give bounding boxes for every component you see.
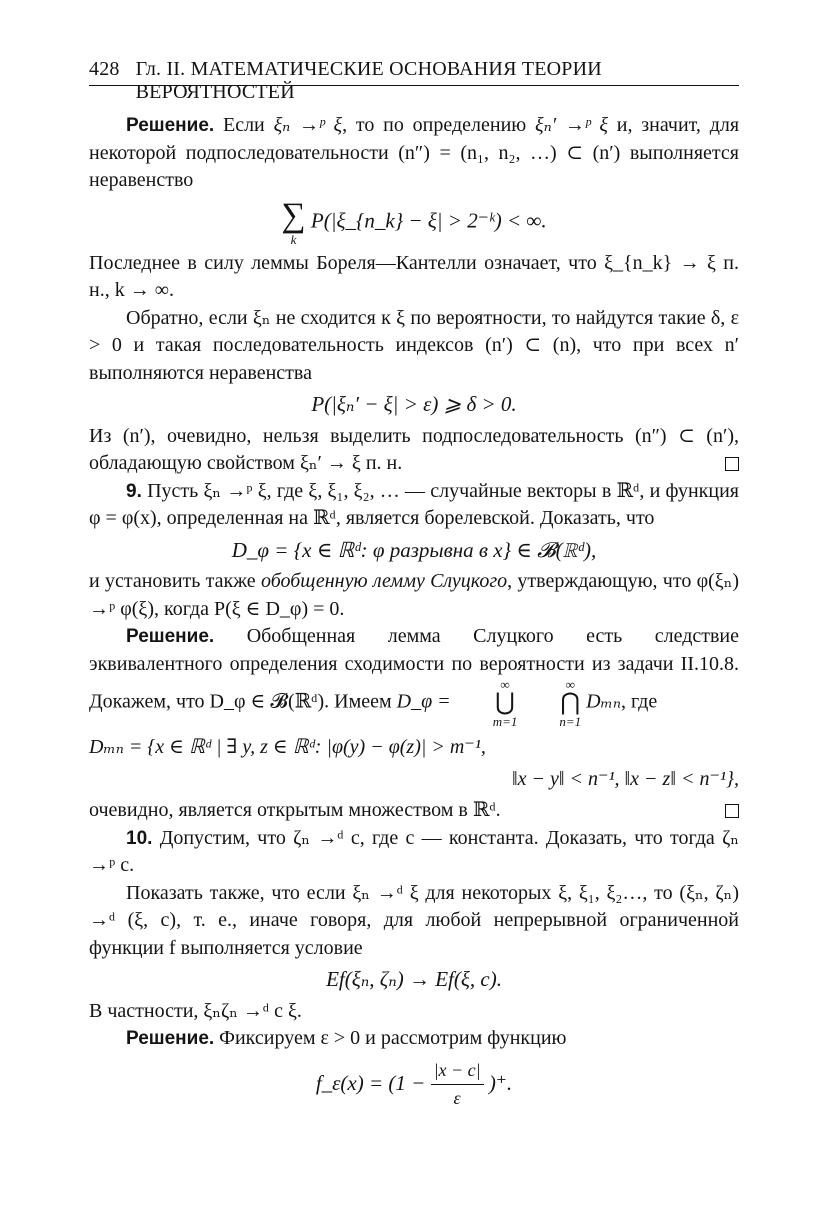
display-d-phi: D_φ = {x ∈ ℝᵈ: φ разрывна в x} ∈ 𝓑(ℝᵈ), <box>231 537 597 562</box>
solution-label: Решение. <box>126 115 215 136</box>
paragraph-converse: Обратно, если ξₙ не сходится к ξ по вероятности, то найдутся такие δ, ε > 0 и такая последовательность индексов (n′) ⊂ (n), что при всех n′ выполняются неравенства <box>89 306 739 384</box>
paragraph-borel-cantelli: Последнее в силу леммы Бореля—Кантелли означает, что ξ_{n_k} → ξ п. н., k → ∞. <box>89 251 739 301</box>
fraction <box>431 1057 484 1113</box>
problem-number: 9. <box>126 480 142 502</box>
display-dmn-line1: Dₘₙ = {x ∈ ℝᵈ | ∃ y, z ∈ ℝᵈ: |φ(y) − φ(z)| > m⁻¹, <box>89 736 486 758</box>
header-rule <box>89 85 739 86</box>
solution-paragraph-3 <box>89 1025 739 1053</box>
display-f-eps <box>89 1057 739 1113</box>
page-body <box>89 112 739 1117</box>
text-span: , где <box>620 690 658 713</box>
text-span: , утверждающую, что φ(ξₙ) →ᵖ φ(ξ), когда P(ξ ∈ D_φ) = 0. <box>89 570 740 620</box>
problem-10 <box>89 825 739 880</box>
text-span: Если <box>222 114 265 136</box>
formula-inline: ξₙ′ →ᵖ ξ <box>535 114 608 136</box>
text-span: Допустим, что ζₙ →ᵈ c, где c — константа. Доказать, что тогда ζₙ →ᵖ c. <box>89 826 739 876</box>
paragraph-open-set <box>89 797 739 825</box>
text-span: Пусть ξₙ →ᵖ ξ, где ξ, ξ₁, ξ₂, … — случайные векторы в ℝᵈ, и функция φ = φ(x), определенная на ℝᵈ, является борелевской. Доказать, что <box>89 479 739 529</box>
qed-square-icon <box>725 457 739 471</box>
formula-inline: D_φ = <box>396 690 451 713</box>
solution-paragraph-2 <box>89 623 739 728</box>
running-header <box>89 58 739 104</box>
text-span: Обобщенная лемма Слуцкого есть следствие эквивалентного определения сходимости по вероятности из задачи II.10.8. Докажем, что D_φ ∈ 𝓑(ℝᵈ). Имеем <box>89 625 740 713</box>
text-span: и, значит, для некоторой подпоследовательности (n″) = (n₁, n₂, …) ⊂ (n′) выполняется неравенство <box>89 114 740 191</box>
fraction-denominator: ε <box>453 1088 461 1108</box>
formula-inline: f_ε(x) = (1 − <box>315 1070 426 1095</box>
text-span: Из (n′), очевидно, нельзя выделить подпоследовательность (n″) ⊂ (n′), обладающую свойством ξₙ′ → ξ п. н. <box>89 424 739 474</box>
paragraph-slutsky <box>89 568 739 623</box>
fraction-numerator: |x − c| <box>431 1057 484 1086</box>
intersection-operator: ∞ ⋂ n=1 <box>522 678 581 728</box>
inter-sub: n=1 <box>559 714 582 729</box>
sum-body: P(|ξ_{n_k} − ξ| > 2⁻ᵏ) < ∞. <box>310 207 547 232</box>
page-number: 428 <box>89 58 120 80</box>
emphasis-text: обобщенную лемму Слуцкого <box>260 570 508 592</box>
paragraph-conclusion <box>89 423 739 478</box>
display-prob-ineq: P(|ξₙ′ − ξ| > ε) ⩾ δ > 0. <box>311 392 517 416</box>
sum-operator: ∑ k <box>281 196 306 247</box>
formula-inline: ξₙ →ᵖ ξ <box>273 114 343 136</box>
union-sub: m=1 <box>492 714 518 729</box>
paragraph-joint-convergence: Показать также, что если ξₙ →ᵈ ξ для некоторых ξ, ξ₁, ξ₂…, то (ξₙ, ζₙ) →ᵈ (ξ, c), т. е., иначе говоря, для любой непрерывной ограниченной функции f выполняется условие <box>89 881 739 959</box>
text-span: Фиксируем ε > 0 и рассмотрим функцию <box>219 1027 567 1049</box>
union-operator: ∞ ⋃ m=1 <box>456 678 518 728</box>
text-span: и установить также <box>89 570 256 592</box>
solution-label: Решение. <box>126 626 215 647</box>
union-sup: ∞ <box>500 677 510 692</box>
solution-label: Решение. <box>126 1028 215 1049</box>
display-sum <box>89 196 739 247</box>
inter-sup: ∞ <box>565 677 575 692</box>
problem-number: 10. <box>126 827 153 849</box>
sum-index: k <box>290 231 297 247</box>
display-dmn-line2: ‖x − y‖ < n⁻¹, ‖x − z‖ < n⁻¹}, <box>512 767 739 790</box>
paragraph-particular: В частности, ξₙζₙ →ᵈ c ξ. <box>89 999 302 1022</box>
running-title: Гл. II. МАТЕМАТИЧЕСКИЕ ОСНОВАНИЯ ТЕОРИИ ВЕРОЯТНОСТЕЙ <box>135 58 602 103</box>
formula-inline: )⁺. <box>488 1070 513 1095</box>
formula-inline: Dₘₙ <box>586 690 621 713</box>
text-span: очевидно, является открытым множеством в ℝᵈ. <box>89 799 501 821</box>
solution-paragraph-1 <box>89 112 739 195</box>
text-span: , то по определению <box>342 114 527 136</box>
problem-9 <box>89 478 739 533</box>
display-expectation: Ef(ξₙ, ζₙ) → Ef(ξ, c). <box>326 967 502 991</box>
qed-square-icon <box>725 804 739 818</box>
